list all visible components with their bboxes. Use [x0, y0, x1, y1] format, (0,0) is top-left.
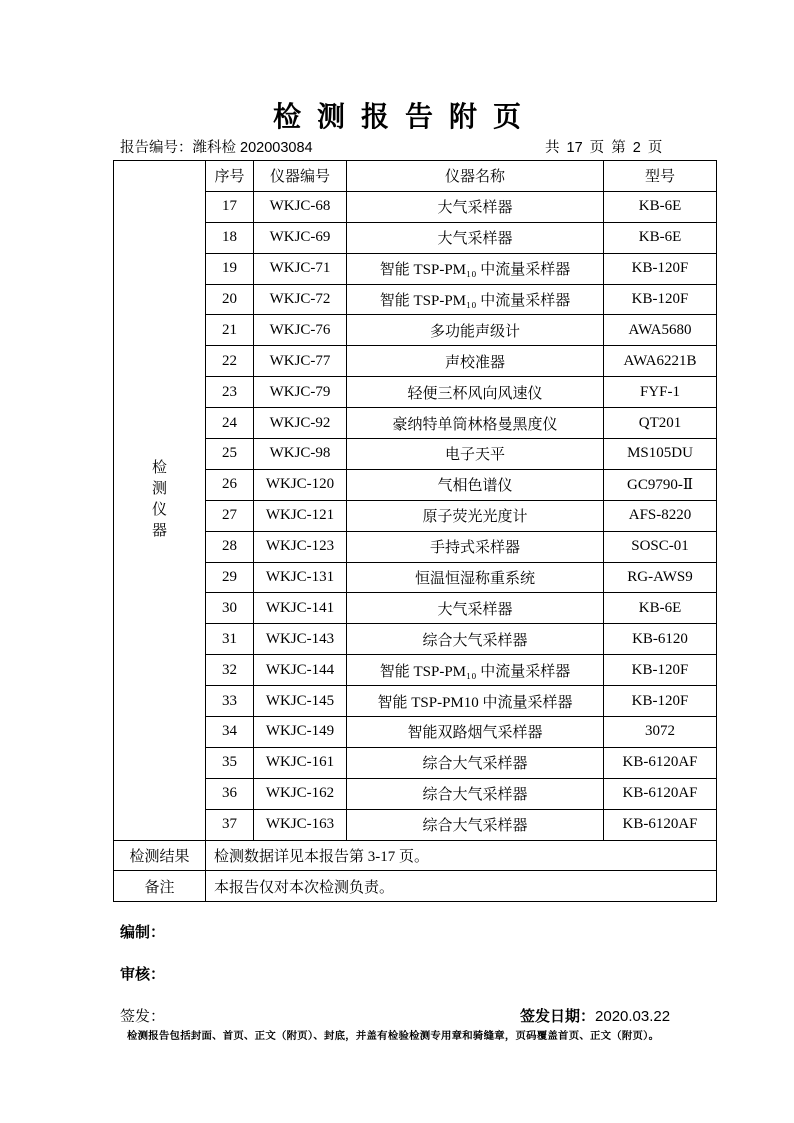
instrument-name: 手持式采样器: [347, 531, 604, 562]
issue-date-value: 2020.03.22: [595, 1008, 671, 1025]
row-number: 23: [206, 377, 254, 408]
instrument-code: WKJC-120: [254, 469, 347, 500]
row-number: 17: [206, 191, 254, 222]
instrument-code: WKJC-131: [254, 562, 347, 593]
row-number: 18: [206, 222, 254, 253]
column-header-no: 序号: [206, 161, 254, 192]
instrument-name: 豪纳特单筒林格曼黑度仪: [347, 408, 604, 439]
instrument-code: WKJC-69: [254, 222, 347, 253]
instrument-model: RG-AWS9: [604, 562, 717, 593]
row-number: 22: [206, 346, 254, 377]
instrument-model: AFS-8220: [604, 500, 717, 531]
instrument-name: 综合大气采样器: [347, 624, 604, 655]
instrument-code: WKJC-149: [254, 717, 347, 748]
section-label-cell: [114, 161, 206, 841]
instrument-name: 智能 TSP-PM₁₀ 中流量采样器: [347, 284, 604, 315]
instrument-code: WKJC-77: [254, 346, 347, 377]
result-text: 检测数据详见本报告第 3-17 页。: [206, 840, 717, 871]
instrument-name: 智能 TSP-PM₁₀ 中流量采样器: [347, 253, 604, 284]
result-row: [114, 840, 717, 871]
reviewed-by-label: 审核：: [120, 967, 166, 983]
remark-label: 备注: [114, 871, 206, 902]
instrument-name: 大气采样器: [347, 222, 604, 253]
row-number: 29: [206, 562, 254, 593]
row-number: 19: [206, 253, 254, 284]
instrument-model: KB-120F: [604, 284, 717, 315]
instrument-code: WKJC-79: [254, 377, 347, 408]
instrument-name: 综合大气采样器: [347, 809, 604, 840]
row-number: 34: [206, 717, 254, 748]
instrument-code: WKJC-121: [254, 500, 347, 531]
instrument-model: KB-6120AF: [604, 778, 717, 809]
instrument-code: WKJC-145: [254, 686, 347, 717]
instrument-model: KB-6E: [604, 222, 717, 253]
instrument-name: 智能双路烟气采样器: [347, 717, 604, 748]
instrument-code: WKJC-162: [254, 778, 347, 809]
instrument-name: 多功能声级计: [347, 315, 604, 346]
row-number: 25: [206, 439, 254, 470]
instrument-code: WKJC-161: [254, 747, 347, 778]
row-number: 36: [206, 778, 254, 809]
row-number: 20: [206, 284, 254, 315]
row-number: 28: [206, 531, 254, 562]
instrument-name: 大气采样器: [347, 593, 604, 624]
page-info: 共 17 页 第 2 页: [545, 140, 663, 156]
issue-date: [520, 1008, 670, 1026]
instrument-code: WKJC-76: [254, 315, 347, 346]
result-label: 检测结果: [114, 840, 206, 871]
instrument-model: MS105DU: [604, 439, 717, 470]
row-number: 26: [206, 469, 254, 500]
row-number: 24: [206, 408, 254, 439]
instrument-name: 综合大气采样器: [347, 778, 604, 809]
instrument-name: 声校准器: [347, 346, 604, 377]
instrument-model: KB-120F: [604, 655, 717, 686]
row-number: 37: [206, 809, 254, 840]
instrument-table: [113, 160, 717, 902]
instrument-model: SOSC-01: [604, 531, 717, 562]
instrument-model: FYF-1: [604, 377, 717, 408]
instrument-code: WKJC-143: [254, 624, 347, 655]
instrument-name: 综合大气采样器: [347, 747, 604, 778]
instrument-code: WKJC-98: [254, 439, 347, 470]
instrument-model: KB-120F: [604, 686, 717, 717]
row-number: 35: [206, 747, 254, 778]
instrument-code: WKJC-141: [254, 593, 347, 624]
remark-row: [114, 871, 717, 902]
issue-date-label: 签发日期：: [520, 1009, 596, 1025]
instrument-model: GC9790-Ⅱ: [604, 469, 717, 500]
instrument-model: KB-6120AF: [604, 747, 717, 778]
instrument-name: 轻便三杯风向风速仪: [347, 377, 604, 408]
instrument-code: WKJC-92: [254, 408, 347, 439]
instrument-model: KB-6120AF: [604, 809, 717, 840]
row-number: 27: [206, 500, 254, 531]
column-header-name: 仪器名称: [347, 161, 604, 192]
column-header-code: 仪器编号: [254, 161, 347, 192]
row-number: 31: [206, 624, 254, 655]
section-label: 检测仪器: [151, 460, 167, 540]
row-number: 30: [206, 593, 254, 624]
instrument-code: WKJC-144: [254, 655, 347, 686]
instrument-code: WKJC-72: [254, 284, 347, 315]
instrument-name: 恒温恒湿称重系统: [347, 562, 604, 593]
instrument-model: KB-6E: [604, 593, 717, 624]
page-title: 检 测 报 告 附 页: [272, 102, 526, 133]
instrument-code: WKJC-71: [254, 253, 347, 284]
instrument-model: KB-6120: [604, 624, 717, 655]
instrument-model: AWA6221B: [604, 346, 717, 377]
instrument-model: AWA5680: [604, 315, 717, 346]
instrument-model: KB-120F: [604, 253, 717, 284]
instrument-model: 3072: [604, 717, 717, 748]
row-number: 33: [206, 686, 254, 717]
instrument-code: WKJC-163: [254, 809, 347, 840]
row-number: 32: [206, 655, 254, 686]
compiled-by-label: 编制：: [120, 925, 166, 941]
report-number: 报告编号：潍科检 202003084: [120, 140, 313, 156]
instrument-name: 智能 TSP-PM10 中流量采样器: [347, 686, 604, 717]
table-header-row: [114, 161, 717, 192]
instrument-name: 原子荧光光度计: [347, 500, 604, 531]
instrument-code: WKJC-123: [254, 531, 347, 562]
instrument-name: 电子天平: [347, 439, 604, 470]
row-number: 21: [206, 315, 254, 346]
instrument-name: 智能 TSP-PM₁₀ 中流量采样器: [347, 655, 604, 686]
column-header-model: 型号: [604, 161, 717, 192]
instrument-model: KB-6E: [604, 191, 717, 222]
remark-text: 本报告仅对本次检测负责。: [206, 871, 717, 902]
instrument-name: 气相色谱仪: [347, 469, 604, 500]
instrument-name: 大气采样器: [347, 191, 604, 222]
footer-note: 检测报告包括封面、首页、正文（附页）、封底，并盖有检验检测专用章和骑缝章，页码覆盖首页、正文（附页）。: [127, 1031, 660, 1042]
instrument-code: WKJC-68: [254, 191, 347, 222]
instrument-model: QT201: [604, 408, 717, 439]
issued-by-label: 签发：: [120, 1009, 166, 1025]
